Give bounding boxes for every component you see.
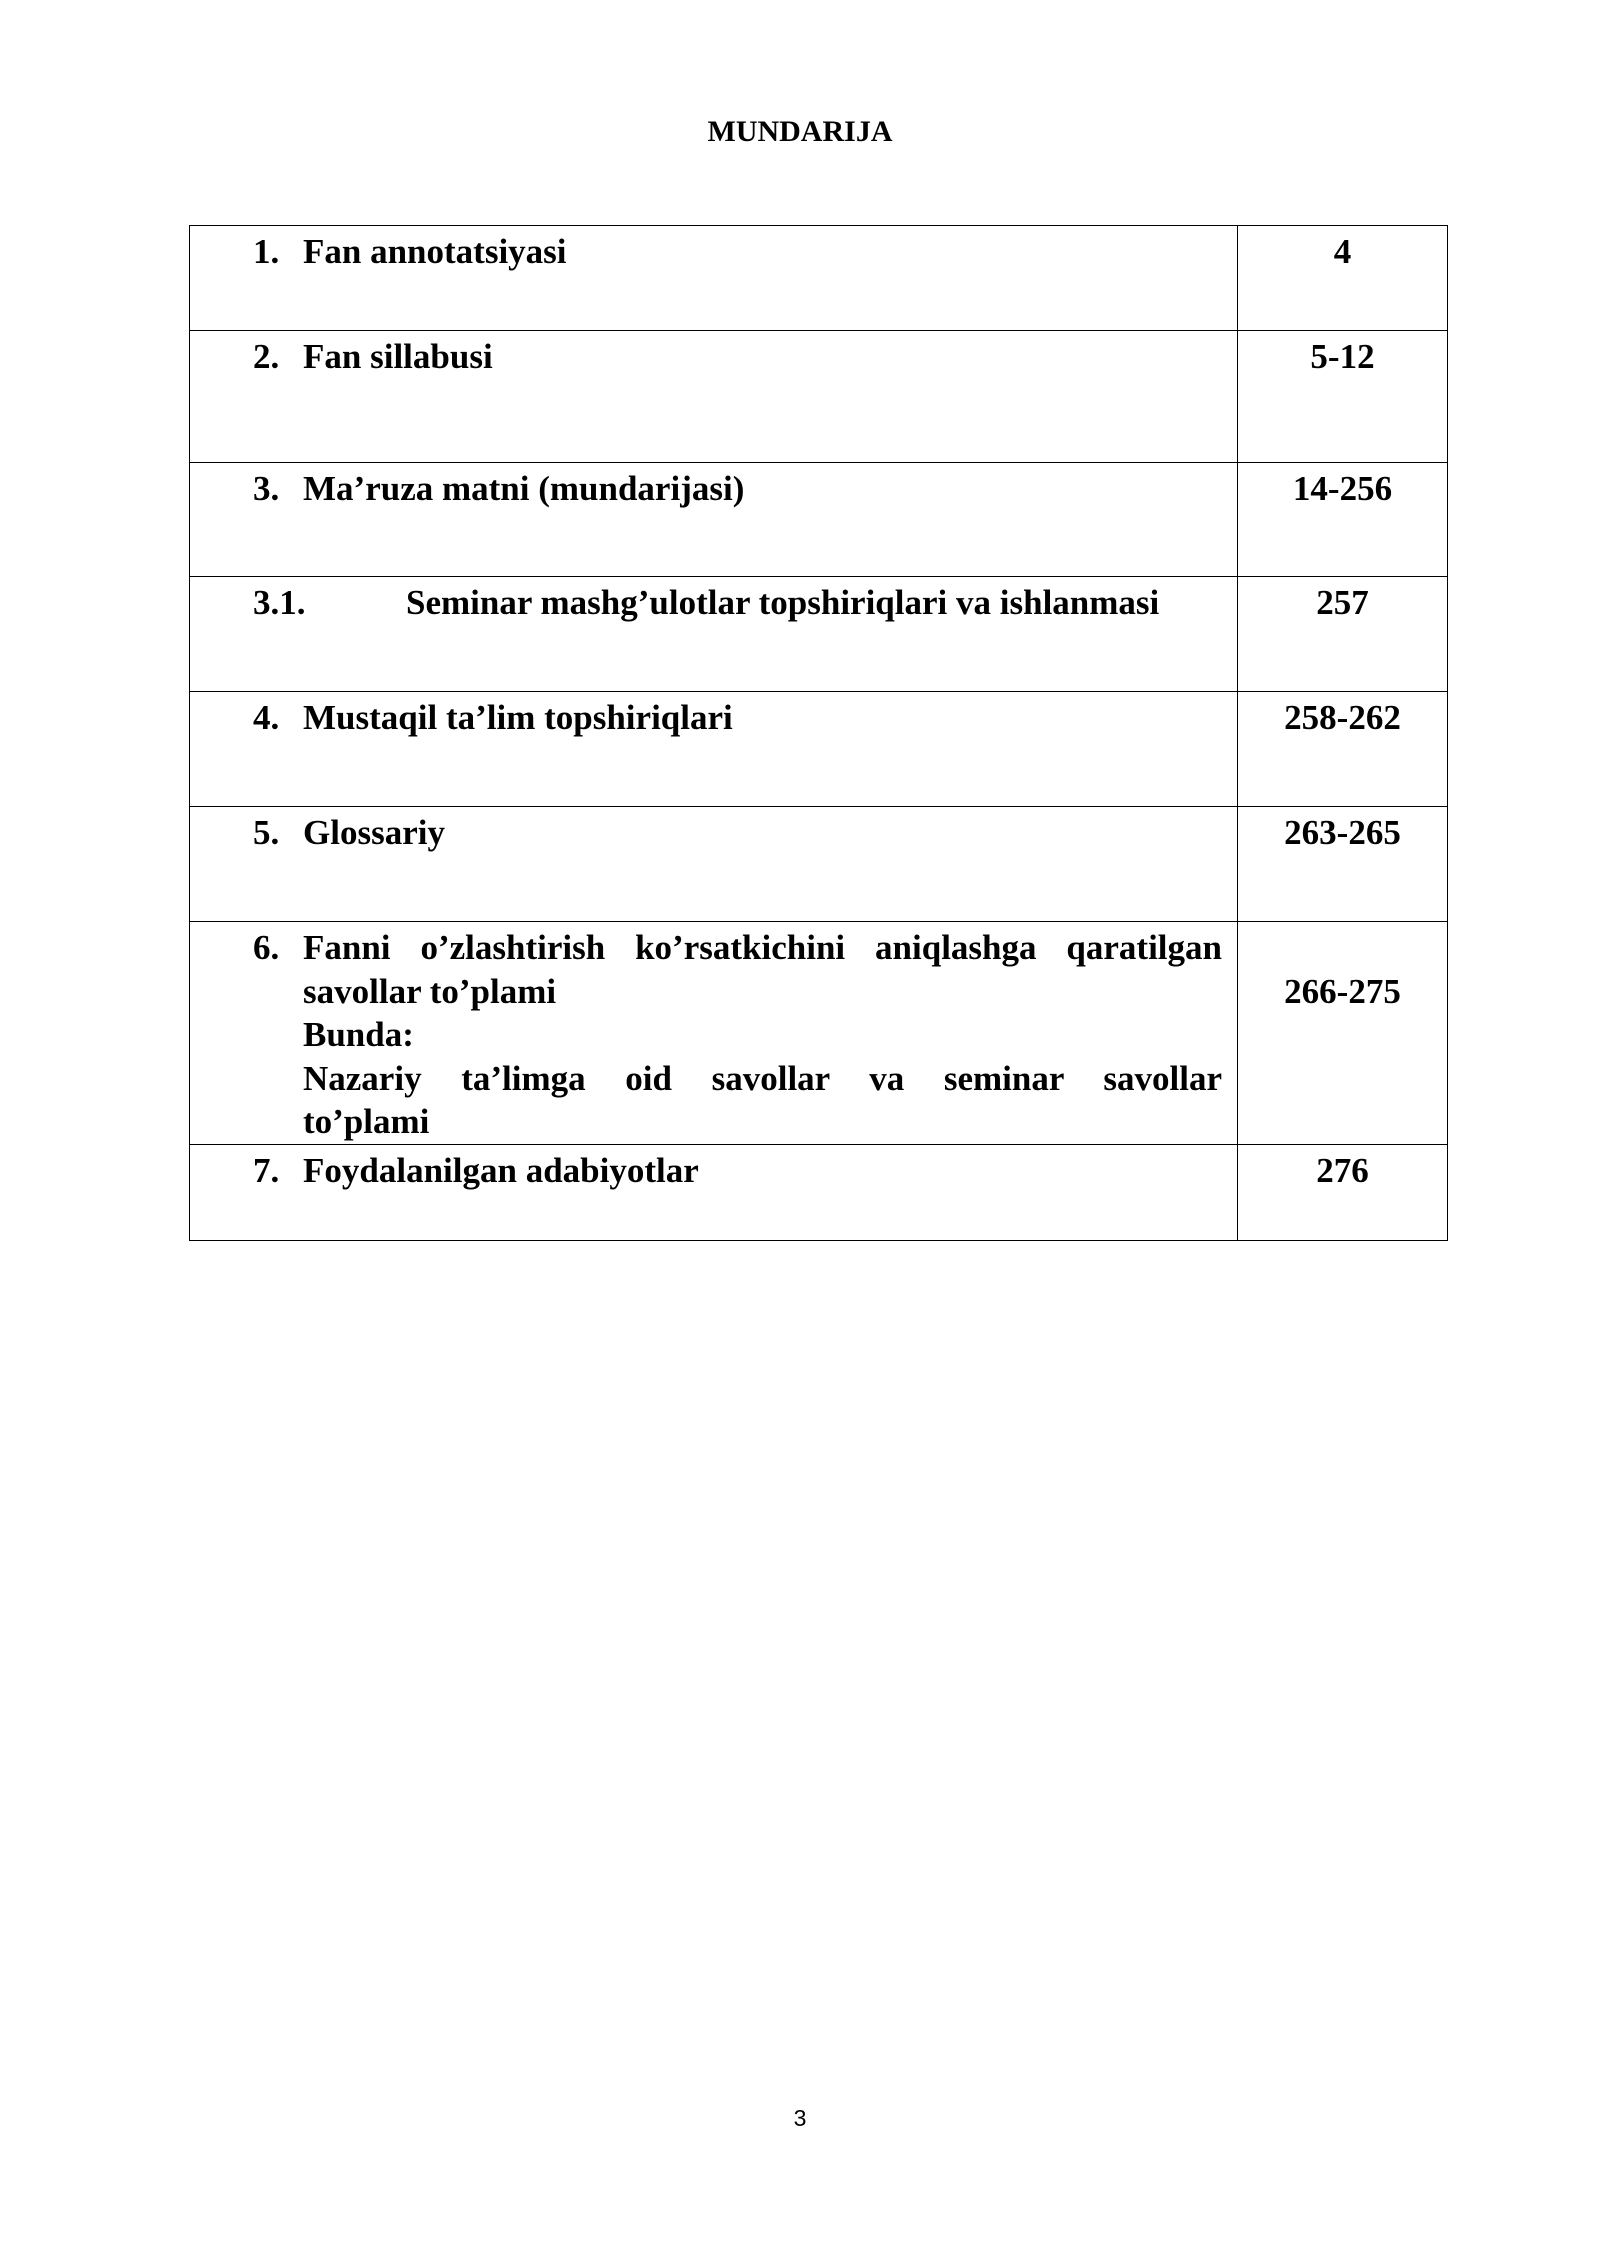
toc-pages: 263-265 <box>1238 807 1448 922</box>
toc-number: 1. <box>253 232 280 271</box>
toc-title: Mustaqil ta’lim topshiriqlari <box>303 698 733 737</box>
toc-title-cell <box>190 463 1238 577</box>
toc-title: Seminar mashg’ulotlar topshiriqlari va ishlanmasi <box>406 583 1160 622</box>
toc-title-cell <box>190 692 1238 807</box>
toc-pages: 5-12 <box>1238 331 1448 463</box>
toc-row <box>190 692 1448 807</box>
toc-title-line: to’plami <box>303 1102 430 1141</box>
toc-title: Glossariy <box>303 813 445 852</box>
toc-row <box>190 331 1448 463</box>
toc-row <box>190 922 1448 1145</box>
toc-pages: 14-256 <box>1238 463 1448 577</box>
toc-title-line: Fanni o’zlashtirish ko’rsatkichini aniqlashga qaratilgan <box>303 928 1222 967</box>
toc-title-cell <box>190 922 1238 1145</box>
toc-number: 4. <box>253 698 280 737</box>
toc-number: 3.1. <box>253 583 306 622</box>
toc-pages: 257 <box>1238 577 1448 692</box>
toc-title: Fan annotatsiyasi <box>303 232 567 271</box>
table-of-contents <box>189 225 1448 1241</box>
toc-title-cell <box>190 331 1238 463</box>
toc-title-cell <box>190 1144 1238 1240</box>
toc-number: 7. <box>253 1150 280 1190</box>
toc-row <box>190 807 1448 922</box>
toc-number: 6. <box>253 928 280 967</box>
toc-title-line: savollar to’plami <box>303 971 557 1011</box>
toc-subheading: Bunda: <box>303 1015 414 1054</box>
toc-row <box>190 1144 1448 1240</box>
toc-title: Ma’ruza matni (mundarijasi) <box>303 469 745 508</box>
page-title: MUNDARIJA <box>707 115 893 148</box>
toc-title-line: Nazariy ta’limga oid savollar va seminar savollar <box>303 1058 1222 1098</box>
toc-title-cell <box>190 226 1238 331</box>
toc-number: 5. <box>253 813 280 852</box>
toc-title: Fan sillabusi <box>303 337 493 376</box>
toc-title-cell <box>190 807 1238 922</box>
toc-row <box>190 463 1448 577</box>
toc-title-cell <box>190 577 1238 692</box>
page-number: 3 <box>793 2105 807 2131</box>
toc-pages: 276 <box>1238 1144 1448 1240</box>
toc-pages: 266-275 <box>1238 922 1448 1145</box>
toc-number: 3. <box>253 469 280 508</box>
toc-pages: 258-262 <box>1238 692 1448 807</box>
toc-pages: 4 <box>1238 226 1448 331</box>
toc-title: Foydalanilgan adabiyotlar <box>303 1150 699 1190</box>
toc-row <box>190 226 1448 331</box>
toc-row <box>190 577 1448 692</box>
toc-number: 2. <box>253 337 280 376</box>
